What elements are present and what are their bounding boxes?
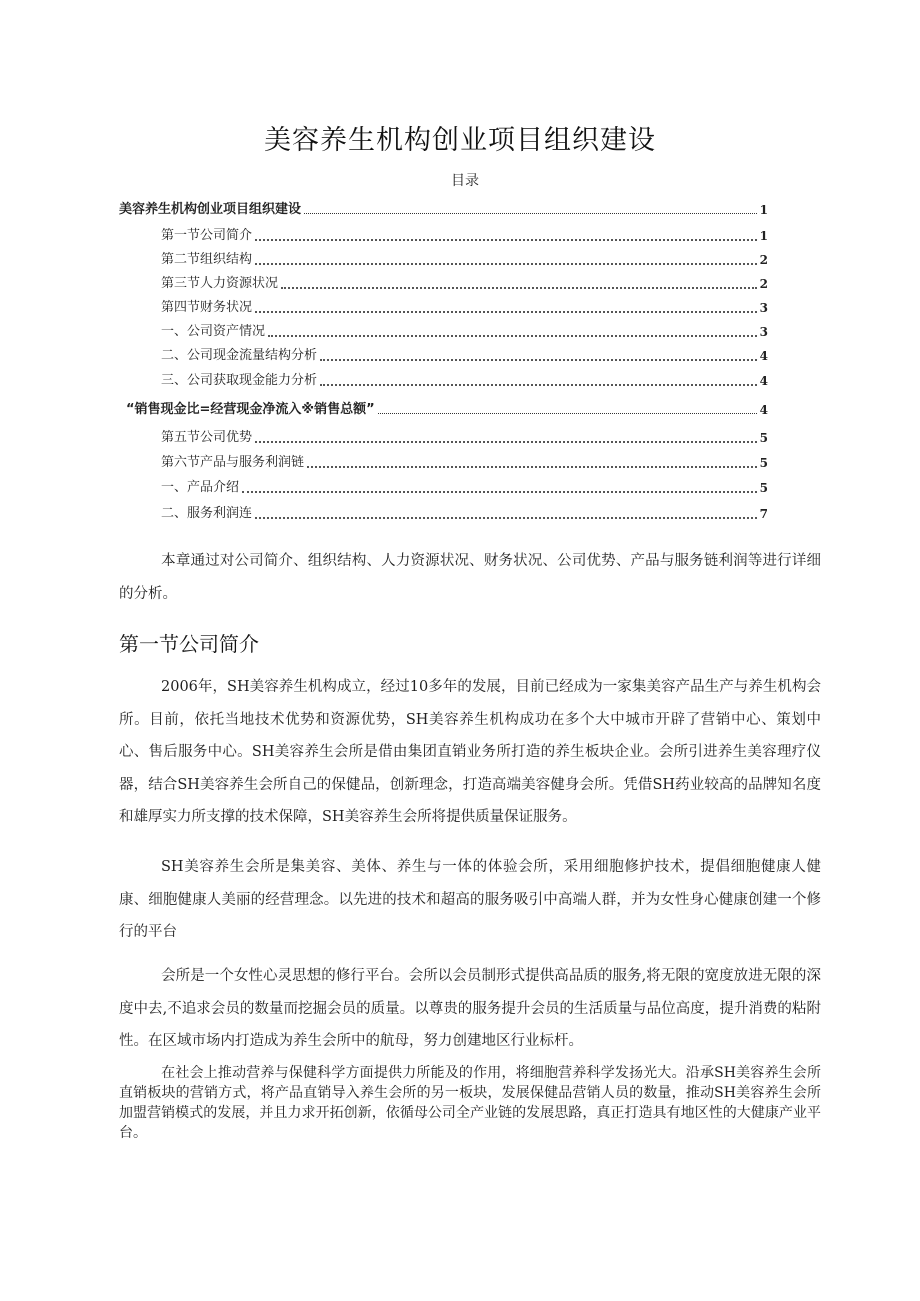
toc-entry-page: 2	[759, 253, 768, 267]
toc-entry-section-1[interactable]	[161, 224, 768, 244]
toc-entry-subsection-service-profit[interactable]	[161, 502, 768, 522]
toc-leader-dots	[307, 466, 757, 468]
intro-text: 本章通过对公司简介、组织结构、人力资源状况、财务状况、公司优势、产品与服务链利润等进行详细的分析。	[119, 553, 821, 602]
toc-entry-document-title[interactable]	[119, 198, 768, 218]
intro-paragraph	[119, 545, 821, 610]
toc-entry-label: 第二节组织结构	[161, 252, 253, 267]
toc-entry-page: 4	[759, 403, 768, 417]
toc-entry-label: 第五节公司优势	[161, 430, 253, 445]
toc-leader-dots	[268, 335, 757, 337]
toc-entry-section-2[interactable]	[161, 248, 768, 268]
toc-entry-page: 5	[759, 481, 768, 495]
toc-leader-dots	[255, 239, 757, 241]
paragraph-text: 在社会上推动营养与保健科学方面提供力所能及的作用，将细胞营养科学发扬光大。沿承SH美容养生会所直销板块的营销方式，将产品直销导入养生会所的另一板块，发展保健品营销人员的数量，推动SH美容养生会所加盟营销模式的发展，并且力求开拓创新，依循母公司全产业链的发展思路，真正打造具有地区性的大健康产业平台。	[119, 1065, 821, 1141]
toc-leader-dots	[304, 213, 757, 214]
toc-entry-label: 一、公司资产情况	[161, 324, 266, 339]
toc-leader-dots	[242, 491, 757, 493]
toc-entry-page: 4	[759, 349, 768, 363]
toc-entry-label: 第四节财务状况	[161, 300, 253, 315]
toc-leader-dots	[378, 413, 757, 414]
toc-leader-dots	[255, 441, 757, 443]
toc-leader-dots	[255, 517, 757, 519]
toc-heading: 目录	[451, 173, 479, 189]
toc-entry-label: 第一节公司简介	[161, 228, 253, 243]
toc-entry-subsection-assets[interactable]	[161, 320, 768, 340]
toc-entry-label: 二、公司现金流量结构分析	[161, 348, 318, 363]
body-paragraph	[119, 671, 821, 834]
toc-entry-page: 4	[759, 374, 768, 388]
toc-leader-dots	[320, 359, 757, 361]
toc-entry-section-6[interactable]	[161, 451, 768, 471]
toc-entry-label: 三、公司获取现金能力分析	[161, 373, 318, 388]
toc-entry-label: 第六节产品与服务利润链	[161, 455, 305, 470]
toc-entry-label: “销售现金比=经营现金净流入※销售总额”	[126, 402, 375, 417]
toc-entry-page: 2	[759, 277, 768, 291]
toc-entry-page: 5	[759, 431, 768, 445]
toc-entry-subsection-products[interactable]	[161, 476, 768, 496]
toc-entry-page: 3	[759, 325, 768, 339]
toc-leader-dots	[255, 263, 757, 265]
toc-leader-dots	[281, 287, 757, 289]
paragraph-text: 会所是一个女性心灵思想的修行平台。会所以会员制形式提供高品质的服务,将无限的宽度放进无限的深度中去,不追求会员的数量而挖掘会员的质量。以尊贵的服务提升会员的生活质量与品位高度，提升消费的粘附性。在区域市场内打造成为养生会所中的航母，努力创建地区行业标杆。	[119, 968, 821, 1049]
toc-entry-section-4[interactable]	[161, 296, 768, 316]
body-paragraph	[119, 851, 821, 949]
toc-leader-dots	[255, 311, 757, 313]
toc-entry-subsection-cash-ability[interactable]	[161, 369, 768, 389]
toc-entry-section-5[interactable]	[161, 426, 768, 446]
toc-entry-label: 第三节人力资源状况	[161, 276, 279, 291]
body-paragraph	[119, 960, 821, 1058]
toc-entry-label: 一、产品介绍	[161, 480, 240, 495]
toc-entry-subsection-cashflow[interactable]	[161, 344, 768, 364]
paragraph-text: SH美容养生会所是集美容、美体、养生与一体的体验会所，采用细胞修护技术，提倡细胞健康人健康、细胞健康人美丽的经营理念。以先进的技术和超高的服务吸引中高端人群，并为女性身心健康创建一个修行的平台	[119, 859, 821, 940]
body-paragraph	[119, 1063, 821, 1143]
toc-entry-page: 1	[759, 203, 768, 217]
toc-entry-label: 美容养生机构创业项目组织建设	[119, 202, 302, 217]
section-heading: 第一节公司简介	[119, 632, 259, 656]
paragraph-text: 2006年，SH美容养生机构成立，经过10多年的发展，目前已经成为一家集美容产品生产与养生机构会所。目前，依托当地技术优势和资源优势，SH美容养生机构成功在多个大中城市开辟了营销中心、策划中心、售后服务中心。SH美容养生会所是借由集团直销业务所打造的养生板块企业。会所引进养生美容理疗仪器，结合SH美容养生会所自己的保健品，创新理念，打造高端美容健身会所。凭借SH药业较高的品牌知名度和雄厚实力所支撑的技术保障，SH美容养生会所将提供质量保证服务。	[119, 679, 821, 825]
toc-entry-sales-cash-ratio[interactable]	[126, 398, 768, 418]
toc-entry-page: 7	[759, 507, 768, 521]
toc-entry-page: 3	[759, 301, 768, 315]
toc-entry-page: 1	[759, 229, 768, 243]
toc-entry-page: 5	[759, 456, 768, 470]
toc-leader-dots	[320, 384, 757, 386]
toc-entry-label: 二、服务利润连	[161, 506, 253, 521]
toc-entry-section-3[interactable]	[161, 272, 768, 292]
document-title: 美容养生机构创业项目组织建设	[264, 125, 656, 156]
